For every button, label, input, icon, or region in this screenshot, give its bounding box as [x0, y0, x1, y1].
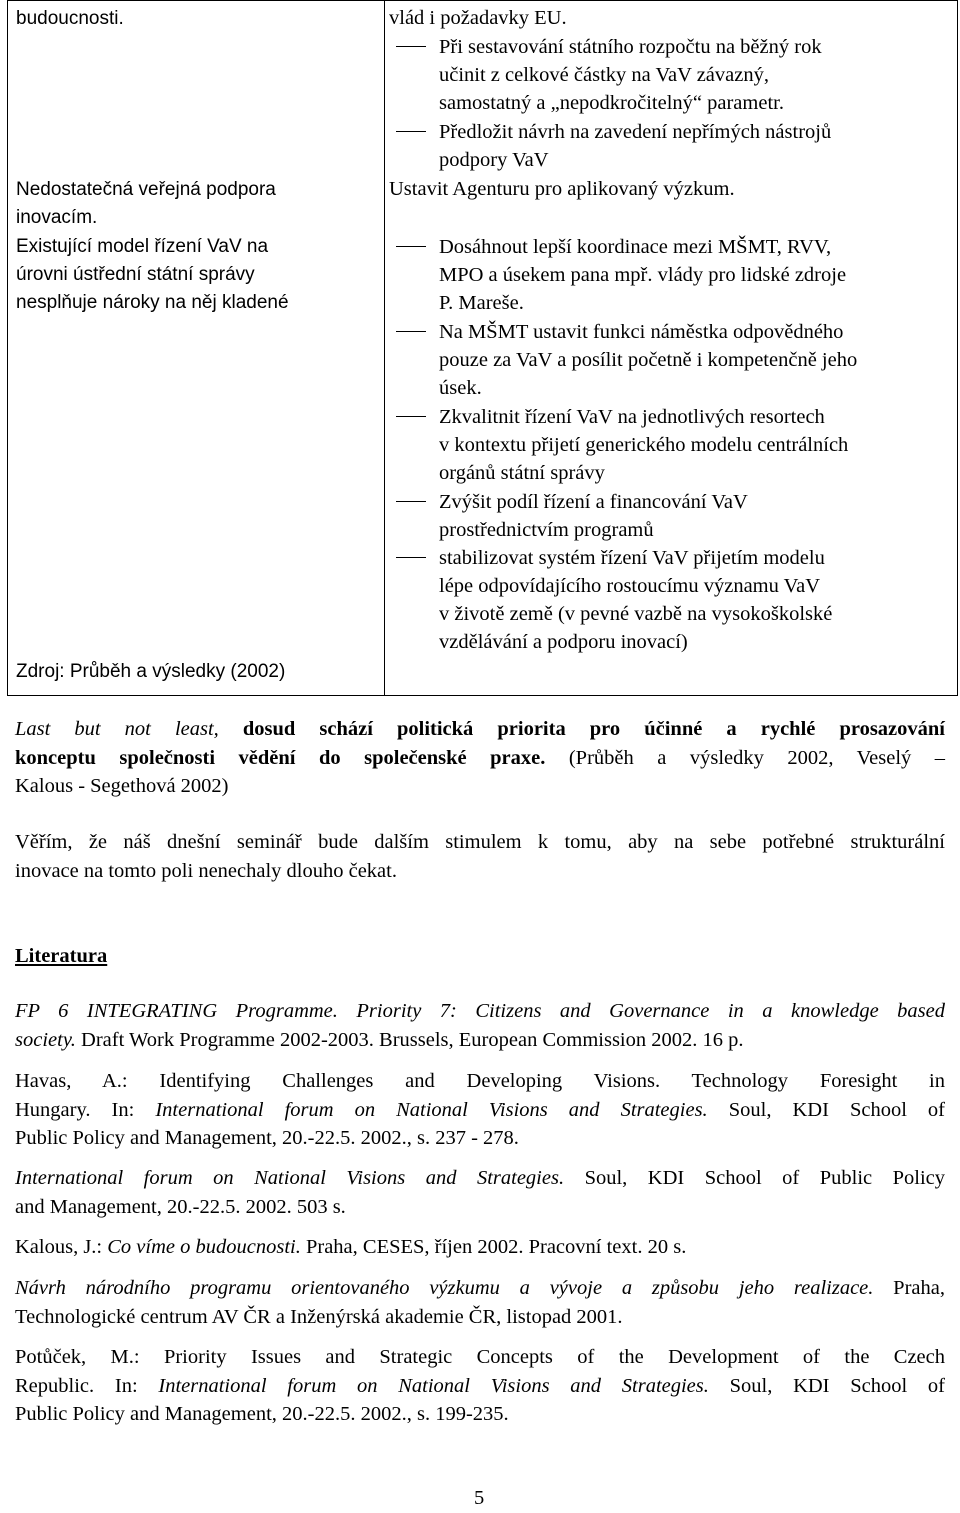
ref-line — [15, 1372, 945, 1401]
closing-bold1: dosud schází politická priorita pro účinné a rychlé prosazování — [242, 718, 945, 740]
right-top-line: vlád i požadavky EU. — [389, 7, 567, 29]
ref-line — [15, 1233, 945, 1262]
ref-details: Soul, KDI School of Public Policy — [564, 1167, 946, 1189]
ref-line — [15, 997, 945, 1026]
ref-author: Hungary. In: — [15, 1098, 156, 1121]
ref-details: Soul, KDI School of — [707, 1098, 945, 1121]
right-mid-line: Ustavit Agenturu pro aplikovaný výzkum. — [389, 178, 735, 200]
ref-line — [15, 1164, 945, 1193]
closing-line3: Kalous - Segethová 2002) — [15, 775, 229, 797]
measure-line: podpory VaV — [439, 149, 549, 171]
belief-line2: inovace na tomto poli nenechaly dlouho čekat. — [15, 859, 397, 882]
ref-line — [15, 1096, 945, 1125]
ref-line: Potůček, M.: Priority Issues and Strategic Concepts of the Development of the Czech — [15, 1346, 945, 1368]
measure-line: učinit z celkové částky na VaV závazný, — [439, 64, 769, 86]
ref-line: Public Policy and Management, 20.-22.5. 2002., s. 199-235. — [15, 1403, 509, 1425]
ref-line: Technologické centrum AV ČR a Inženýrská akademie ČR, listopad 2001. — [15, 1305, 623, 1328]
reference-item — [15, 1067, 945, 1153]
ref-title: International forum on National Visions and Strategies. — [158, 1374, 709, 1397]
ref-line — [15, 1026, 945, 1055]
ref-line: Havas, A.: Identifying Challenges and Developing Visions. Technology Foresight in — [15, 1070, 945, 1092]
measure-line: Zkvalitnit řízení VaV na jednotlivých resortech — [439, 406, 825, 428]
closing-bold2: konceptu společnosti vědění do společenské praxe. — [15, 746, 546, 769]
ref-title: Návrh národního programu orientovaného výzkumu a vývoje a způsobu jeho realizace. — [15, 1277, 874, 1299]
measure-line: úsek. — [439, 377, 482, 399]
literature-heading: Literatura — [15, 945, 108, 967]
reference-item — [15, 1233, 945, 1262]
closing-citation: (Průběh a výsledky 2002, Veselý – — [568, 746, 946, 769]
measure-line: v životě země (v pevné vazbě na vysokoškolské — [439, 603, 833, 625]
closing-italic: Last but not least, — [15, 718, 219, 740]
ref-details: Draft Work Programme 2002-2003. Brussels, European Commission 2002. 16 p. — [75, 1028, 744, 1051]
measure-line: Předložit návrh na zavedení nepřímých nástrojů — [439, 121, 832, 143]
measure-line: v kontextu přijetí generického modelu centrálních — [439, 434, 849, 456]
measure-line: MPO a úsekem pana mpř. vlády pro lidské zdroje — [439, 264, 847, 286]
dash-marker — [396, 501, 426, 502]
closing-line2 — [15, 744, 945, 773]
dash-marker — [396, 416, 426, 417]
measure-line: vzdělávání a podporu inovací) — [439, 631, 688, 653]
ref-line — [15, 1274, 945, 1303]
ref-title: society. — [15, 1028, 76, 1051]
left-para-line: nesplňuje nároky na něj kladené — [16, 292, 289, 313]
measure-line: prostřednictvím programů — [439, 519, 654, 541]
left-top-text: budoucnosti. — [16, 8, 124, 29]
measure-line: orgánů státní správy — [439, 462, 605, 484]
measure-line: P. Mareše. — [439, 292, 524, 314]
left-heading-line1: Nedostatečná veřejná podpora — [16, 179, 276, 200]
left-heading-line2: inovacím. — [16, 207, 98, 228]
closing-line1 — [15, 715, 945, 744]
ref-title: International forum on National Visions and Strategies. — [155, 1098, 708, 1121]
ref-line: Public Policy and Management, 20.-22.5. 2002., s. 237 - 278. — [15, 1127, 519, 1149]
ref-details: Soul, KDI School of — [708, 1374, 945, 1397]
ref-author: Kalous, J.: — [15, 1236, 108, 1258]
dash-marker — [396, 557, 426, 558]
reference-item — [15, 1164, 945, 1221]
measure-line: Dosáhnout lepší koordinace mezi MŠMT, RVV, — [439, 236, 832, 258]
reference-item — [15, 1274, 945, 1331]
page-number: 5 — [474, 1487, 485, 1509]
dash-marker — [396, 131, 426, 132]
dash-marker — [396, 246, 426, 247]
ref-author: Republic. In: — [15, 1374, 159, 1397]
left-para-line: Existující model řízení VaV na — [16, 236, 269, 257]
dash-marker — [396, 331, 426, 332]
ref-title: Co víme o budoucnosti. — [107, 1236, 301, 1258]
ref-title: FP 6 INTEGRATING Programme. Priority 7: Citizens and Governance in a knowledge based — [15, 1000, 945, 1022]
belief-paragraph — [15, 828, 945, 885]
measure-line: stabilizovat systém řízení VaV přijetím modelu — [439, 547, 825, 569]
reference-item — [15, 1343, 945, 1429]
measure-line: Zvýšit podíl řízení a financování VaV — [439, 491, 748, 513]
dash-marker — [396, 46, 426, 47]
measure-line: Při sestavování státního rozpočtu na běžný rok — [439, 36, 822, 58]
measure-line: pouze za VaV a posílit početně i kompetenčně jeho — [439, 349, 858, 371]
ref-title: International forum on National Visions and Strategies. — [15, 1167, 565, 1189]
belief-line1: Věřím, že náš dnešní seminář bude dalším stimulem k tomu, aby na sebe potřebné strukturální — [15, 831, 945, 853]
source-note: Zdroj: Průběh a výsledky (2002) — [16, 661, 286, 682]
measure-line: lépe odpovídajícího rostoucímu významu VaV — [439, 575, 821, 597]
measure-line: Na MŠMT ustavit funkci náměstka odpovědného — [439, 321, 844, 343]
ref-line: and Management, 20.-22.5. 2002. 503 s. — [15, 1195, 346, 1218]
closing-paragraph — [15, 715, 945, 801]
problem-cell — [8, 1, 385, 696]
measure-line: samostatný a „nepodkročitelný“ parametr. — [439, 92, 784, 114]
left-para-line: úrovni ústřední státní správy — [16, 264, 255, 285]
ref-details: Praha, — [873, 1277, 945, 1299]
ref-details: Praha, CESES, říjen 2002. Pracovní text. 20 s. — [300, 1236, 687, 1258]
reference-item — [15, 997, 945, 1054]
